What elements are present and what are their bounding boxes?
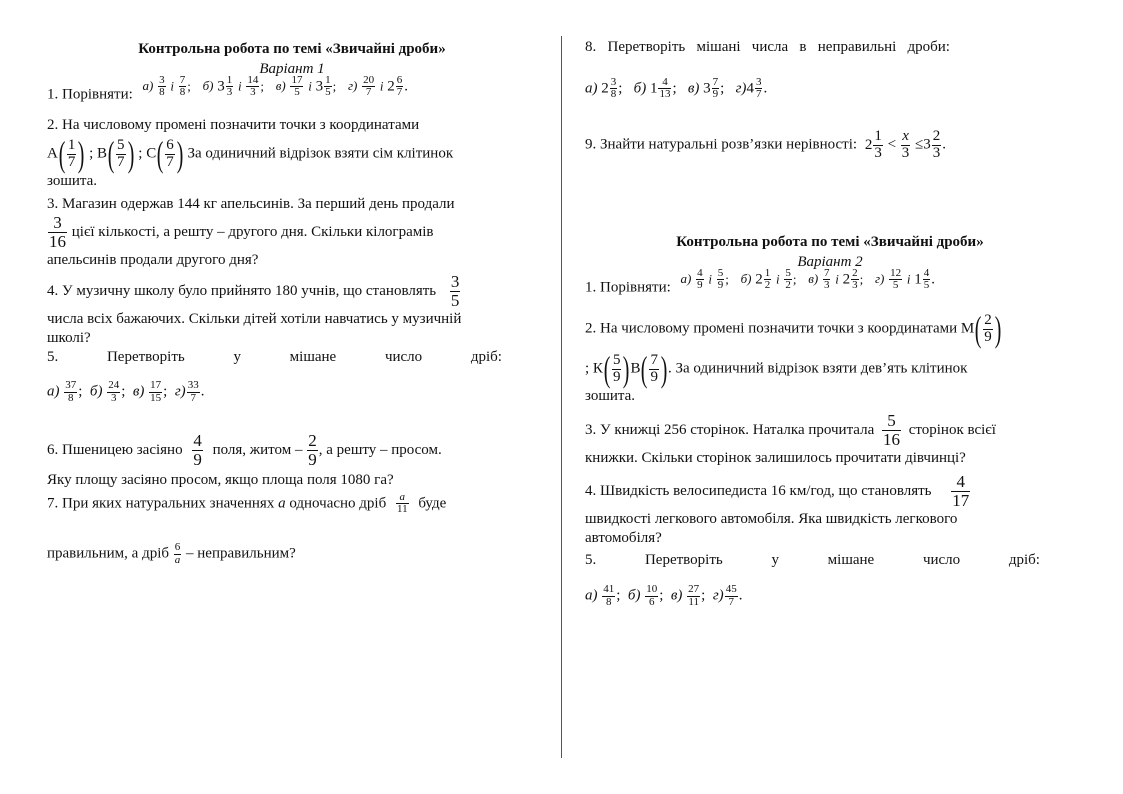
v1-question-7: 7. При яких натуральних значеннях а одночасно дріб $\frac{a}{11}$ буде правильним, а дріб $\frac{6}{a}$ – неправильним? [47, 490, 447, 566]
v1-question-4: 4. У музичну школу було прийнято 180 учнів, що становлять $\frac{3}{5}$ числа всіх бажаючих. Скільки дітей хотіли навчатись у музичній школі? [47, 272, 462, 346]
v2-question-5: 5. Перетворіть у мішане число дріб: а) $\frac{41}{8}$ ; б) $\frac{10}{6}$ ; в) $\frac{27}{11}$ ; г) $\frac{45}{7}$ . [585, 552, 1040, 608]
v2-variant-label: Варіант 2 [797, 254, 863, 271]
v2-question-1: 1. Порівняти: а) $\frac{4}{9}$ і $\frac{5}{9}$ ; б) 2 $\frac{1}{2}$ і $\frac{5}{2}$ ; в) $\frac{7}{3}$ і 2 $\frac{2}{3}$ ; г) $\frac{12}{5}$ і 1 $\frac{4}{5}$ . [585, 266, 935, 296]
v1-question-3: 3. Магазин одержав 144 кг апельсинів. За перший день продали $\frac{3}{16}$ цієї кількості, а решту – другого дня. Скільки кілограмів апельсинів продали другого дня? [47, 196, 455, 268]
v1-question-2: 2. На числовому промені позначити точки з координатами А( $\frac{1}{7}$ ) ; В( $\frac{5}{7}$ ) ; С( $\frac{6}{7}$ ) За одиничний відрізок взяти сім клітинок зошита. [47, 116, 454, 190]
v1-question-5: 5. Перетворіть у мішане число дріб: а) $\frac{37}{8}$ ; б) $\frac{24}{3}$ ; в) $\frac{17}{15}$ ; г) $\frac{33}{7}$ . [47, 348, 502, 404]
v1-question-1: 1. Порівняти: а) $\frac{3}{8}$ і $\frac{7}{8}$ ; б) 3 $\frac{1}{3}$ і $\frac{14}{3}$ ; в) $\frac{17}{5}$ і 3 $\frac{1}{5}$ ; г) $\frac{20}{7}$ і 2 $\frac{6}{7}$ . [47, 73, 408, 102]
v1-variant-label: Варіант 1 [259, 60, 325, 77]
v2-question-3: 3. У книжці 256 сторінок. Наталка прочитала $\frac{5}{16}$ сторінок всієї книжки. Скільки сторінок залишилось прочитати дівчинці? [585, 410, 996, 466]
v1-question-6: 6. Пшеницею засіяно $\frac{4}{9}$ поля, житом – $\frac{2}{9}$ , а решту – просом. Яку площу засіяно просом, якщо площа поля 1080 га? [47, 431, 442, 489]
v1-question-8: 8. Перетворіть мішані числа в неправильні дроби: а) 2 $\frac{3}{8}$ ; б) 1 $\frac{4}{13}$ ; в) 3 $\frac{7}{9}$ ; г)4 $\frac{3}{7}$ . [585, 39, 950, 101]
v2-title: Контрольна робота по темі «Звичайні дроби» [676, 234, 984, 251]
variant-1-column [47, 34, 537, 566]
v1-question-9: 9. Знайти натуральні розв’язки нерівності: 2 $\frac{1}{3}$ < $\frac{x}{3}$ ≤3 $\frac{2}{3}$ . [585, 127, 947, 161]
v2-question-4: 4. Швидкість велосипедиста 16 км/год, що становлять $\frac{4}{17}$ швидкості легкового автомобіля. Яка швидкість легкового автомобіля? [585, 472, 970, 546]
v1-title: Контрольна робота по темі «Звичайні дроби» [138, 41, 446, 57]
v2-question-2: 2. На числовому промені позначити точки з координатами М( $\frac{2}{9}$ ) ; К( $\frac{5}{9}$ )В( $\frac{7}{9}$ ). За одиничний відрізок взяти дев’ять клітинок зошита. [585, 309, 1002, 405]
v1-q1-label: 1. Порівняти: [47, 85, 133, 102]
variant-2-column [585, 34, 1075, 608]
column-divider [561, 36, 562, 758]
